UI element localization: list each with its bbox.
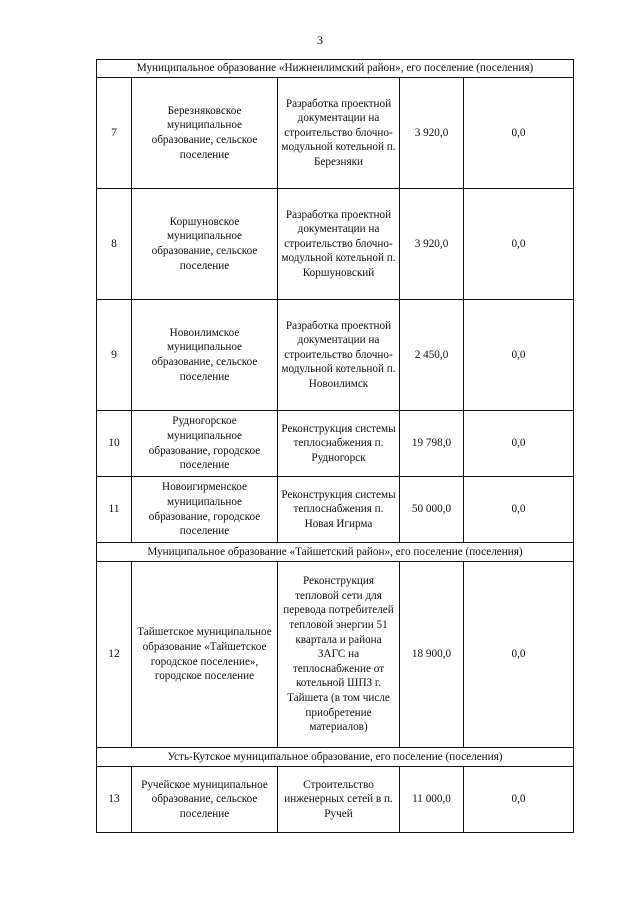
row-number: 11 bbox=[97, 477, 132, 543]
table-row bbox=[97, 411, 574, 477]
amount-cell: 18 900,0 bbox=[400, 562, 464, 748]
group-header-row bbox=[97, 748, 574, 767]
amount2-cell: 0,0 bbox=[464, 300, 574, 411]
amount2-cell: 0,0 bbox=[464, 411, 574, 477]
group-header: Муниципальное образование «Нижнеилимский район», его поселение (поселения) bbox=[97, 60, 574, 78]
event-cell: Реконструкция системы теплоснабжения п. Новая Игирма bbox=[278, 477, 400, 543]
event-cell: Реконструкция тепловой сети для перевода потребителей тепловой энергии 51 квартала и района ЗАГС на теплоснабжение от котельной ШПЗ г. Тайшета (в том числе приобретение материалов) bbox=[278, 562, 400, 748]
table-row bbox=[97, 300, 574, 411]
row-number: 13 bbox=[97, 767, 132, 833]
amount-cell: 3 920,0 bbox=[400, 189, 464, 300]
amount-cell: 19 798,0 bbox=[400, 411, 464, 477]
municipality-cell: Ручейское муниципальное образование, сельское поселение bbox=[132, 767, 278, 833]
table-row bbox=[97, 562, 574, 748]
row-number: 9 bbox=[97, 300, 132, 411]
group-header: Муниципальное образование «Тайшетский район», его поселение (поселения) bbox=[97, 543, 574, 562]
amount-cell: 11 000,0 bbox=[400, 767, 464, 833]
municipality-cell: Березняковское муниципальное образование, сельское поселение bbox=[132, 78, 278, 189]
municipality-cell: Тайшетское муниципальное образование «Тайшетское городское поселение», городское поселение bbox=[132, 562, 278, 748]
municipality-cell: Новоилимское муниципальное образование, сельское поселение bbox=[132, 300, 278, 411]
group-header-row bbox=[97, 60, 574, 78]
group-header: Усть-Кутское муниципальное образование, его поселение (поселения) bbox=[97, 748, 574, 767]
row-number: 7 bbox=[97, 78, 132, 189]
event-cell: Строительство инженерных сетей в п. Ручей bbox=[278, 767, 400, 833]
page-number: 3 bbox=[317, 33, 323, 47]
row-number: 10 bbox=[97, 411, 132, 477]
amount2-cell: 0,0 bbox=[464, 189, 574, 300]
municipality-cell: Рудногорское муниципальное образование, городское поселение bbox=[132, 411, 278, 477]
subsidy-table bbox=[96, 59, 574, 833]
municipality-cell: Коршуновское муниципальное образование, сельское поселение bbox=[132, 189, 278, 300]
amount-cell: 2 450,0 bbox=[400, 300, 464, 411]
amount2-cell: 0,0 bbox=[464, 477, 574, 543]
municipality-cell: Новоигирменское муниципальное образование, городское поселение bbox=[132, 477, 278, 543]
amount-cell: 3 920,0 bbox=[400, 78, 464, 189]
row-number: 12 bbox=[97, 562, 132, 748]
amount2-cell: 0,0 bbox=[464, 767, 574, 833]
table-row bbox=[97, 767, 574, 833]
amount-cell: 50 000,0 bbox=[400, 477, 464, 543]
table-row bbox=[97, 189, 574, 300]
event-cell: Разработка проектной документации на строительство блочно-модульной котельной п. Березняки bbox=[278, 78, 400, 189]
event-cell: Разработка проектной документации на строительство блочно-модульной котельной п. Новоилимск bbox=[278, 300, 400, 411]
row-number: 8 bbox=[97, 189, 132, 300]
amount2-cell: 0,0 bbox=[464, 562, 574, 748]
amount2-cell: 0,0 bbox=[464, 78, 574, 189]
group-header-row bbox=[97, 543, 574, 562]
table-row bbox=[97, 477, 574, 543]
table-row bbox=[97, 78, 574, 189]
event-cell: Реконструкция системы теплоснабжения п. Рудногорск bbox=[278, 411, 400, 477]
event-cell: Разработка проектной документации на строительство блочно-модульной котельной п. Коршуновский bbox=[278, 189, 400, 300]
